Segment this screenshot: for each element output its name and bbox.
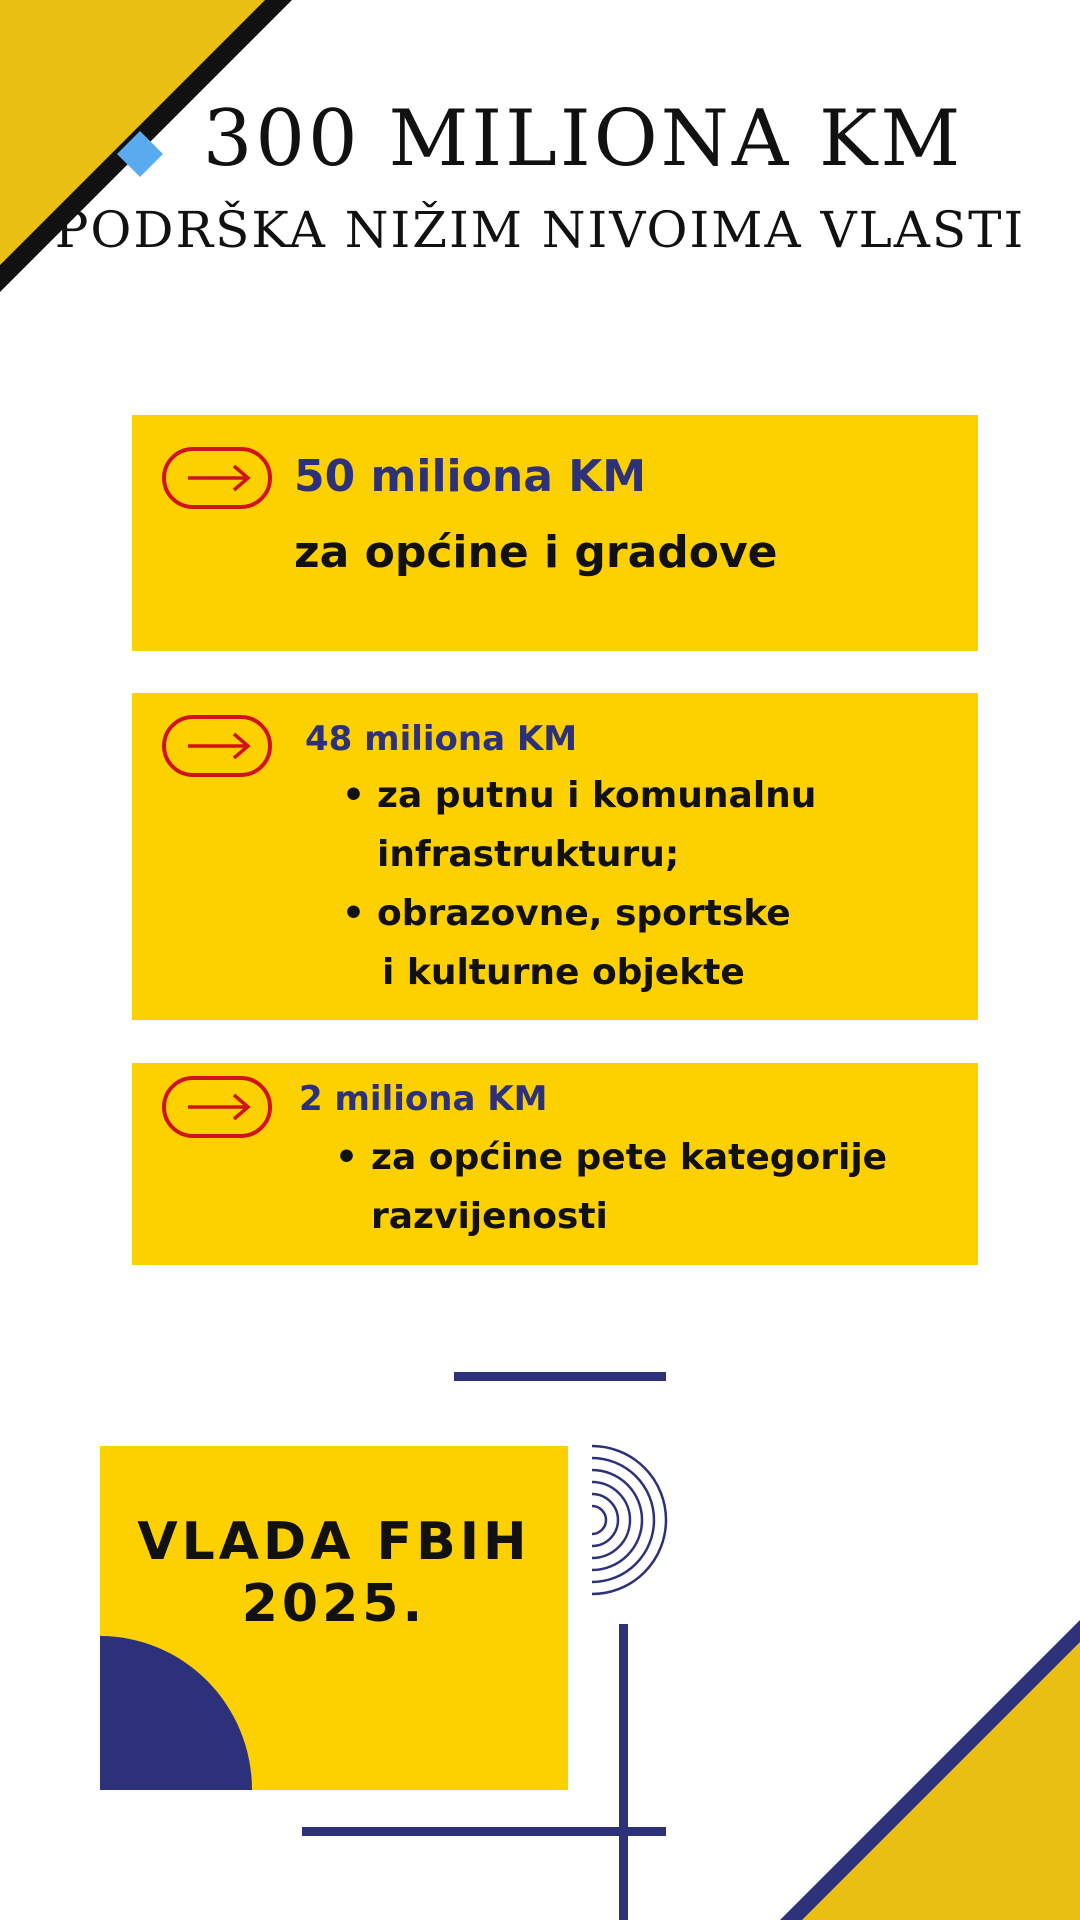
funding-box-3	[132, 1063, 978, 1265]
arrow-right-icon	[162, 1076, 272, 1138]
divider-line	[454, 1372, 666, 1381]
quarter-circle-decoration	[100, 1636, 260, 1790]
box-1-description: za općine i gradove	[294, 527, 778, 578]
diamond-icon	[117, 112, 163, 158]
footer-year: 2025.	[241, 1574, 427, 1634]
page-title: 300 MILIONA KM	[202, 94, 964, 184]
horizontal-line-decoration	[302, 1827, 666, 1836]
box-2-amount: 48 miliona KM	[305, 719, 578, 759]
arrow-right-icon	[162, 715, 272, 777]
box-3-amount: 2 miliona KM	[299, 1079, 548, 1119]
concentric-arcs-decoration	[586, 1444, 670, 1596]
footer-org-name: VLADA FBIH	[137, 1512, 531, 1572]
box-2-bullet-2-line-2: i kulturne objekte	[382, 952, 745, 993]
bullet-dot: •	[342, 893, 366, 934]
funding-box-2	[132, 693, 978, 1020]
arrow-right-icon	[162, 447, 272, 509]
box-1-amount: 50 miliona KM	[294, 451, 647, 502]
bullet-dot: •	[335, 1137, 359, 1178]
box-2-bullet-1-line-2: infrastrukturu;	[377, 834, 680, 875]
bullet-dot: •	[342, 775, 366, 816]
vertical-line-decoration	[619, 1624, 628, 1920]
box-3-bullet-1-line-2: razvijenosti	[371, 1196, 608, 1237]
box-3-bullet-1-line-1: za općine pete kategorije	[371, 1137, 888, 1178]
page-subtitle: PODRŠKA NIŽIM NIVOIMA VLASTI	[54, 201, 1026, 259]
footer-box	[100, 1446, 568, 1790]
box-2-bullet-2-line-1: obrazovne, sportske	[377, 893, 791, 934]
box-2-bullet-1-line-1: za putnu i komunalnu	[377, 775, 817, 816]
funding-box-1	[132, 415, 978, 651]
page-title-row	[0, 94, 1080, 184]
corner-decoration-bottom-right	[780, 1620, 1080, 1920]
